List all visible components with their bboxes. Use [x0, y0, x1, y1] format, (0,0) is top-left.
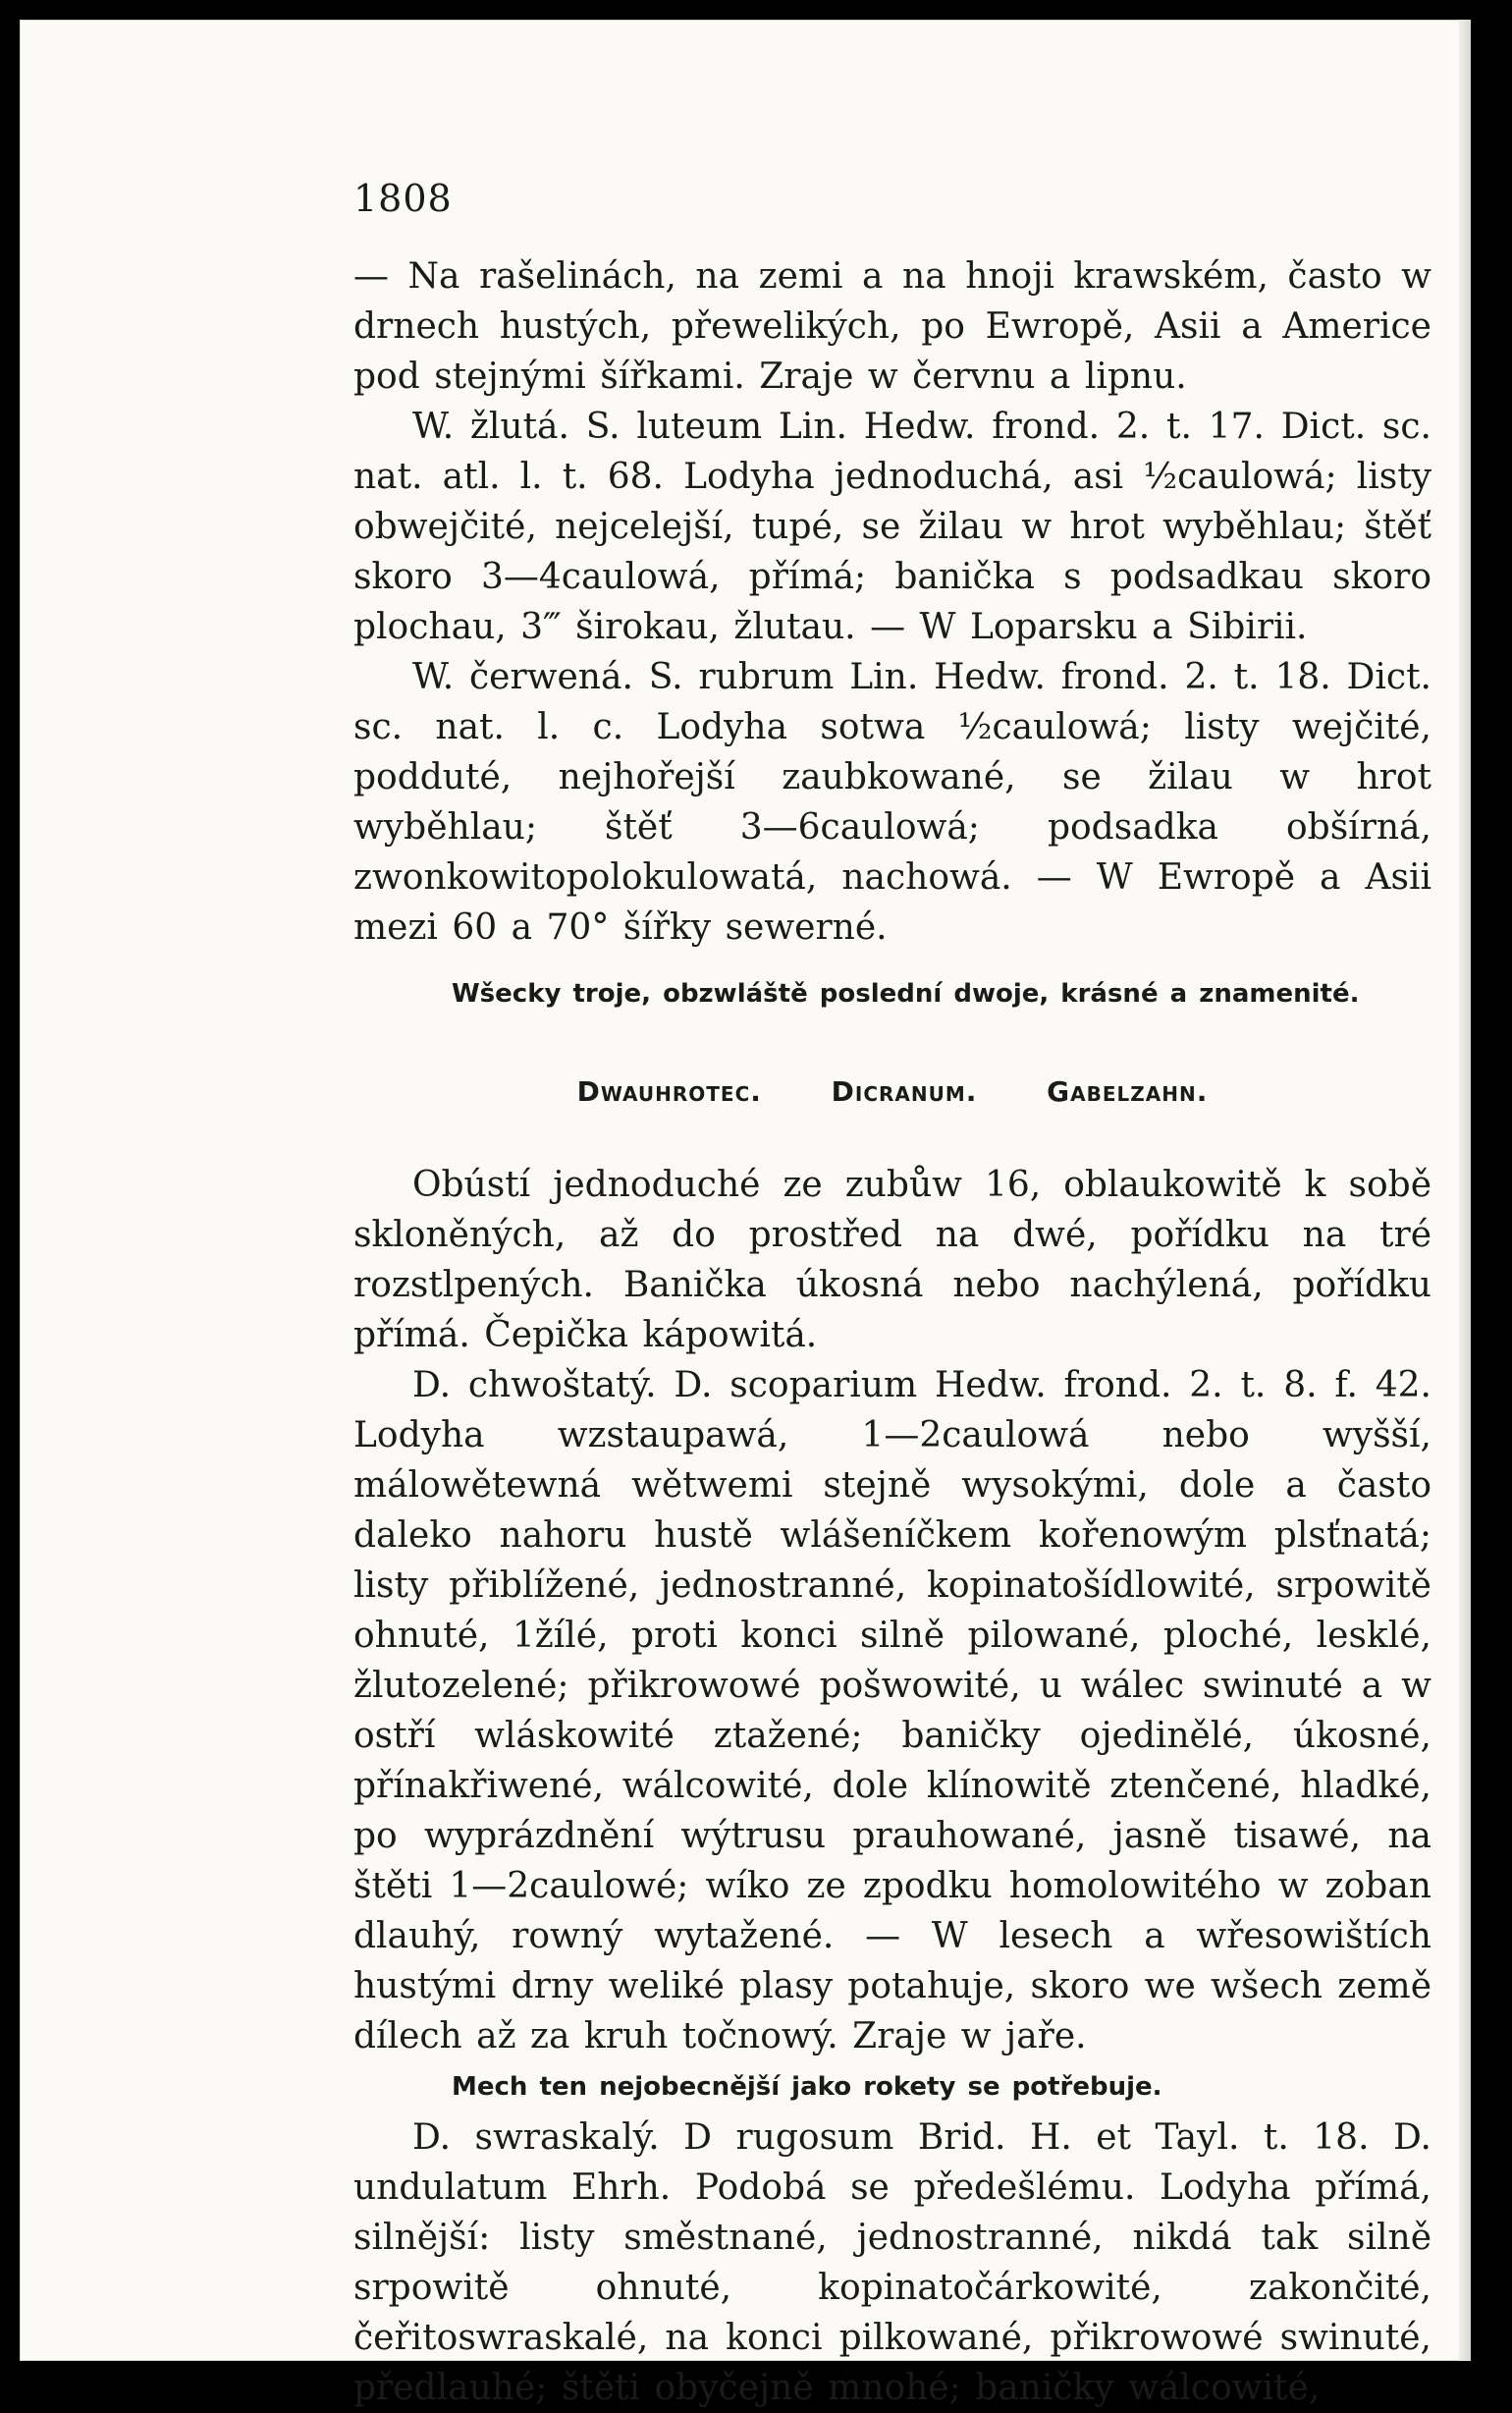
note-usage: Mech ten nejobecnější jako rokety se potřebuje.	[452, 2072, 1162, 2102]
page-number: 1808	[353, 177, 453, 220]
note-remark: Wšecky troje, obzwláště poslední dwoje, krásné a znamenité.	[452, 979, 1360, 1009]
paragraph-habitat: — Na rašelinách, na zemi a na hnoji krawském, často w drnech hustých, přewelikých, po Ewropě, Asii a Americe pod stejnými šířkami. Zraje w červnu a lipnu.	[353, 256, 1431, 397]
paragraph-species-yellow: W. žlutá. S. luteum Lin. Hedw. frond. 2. t. 17. Dict. sc. nat. atl. l. t. 68. Lodyha jednoduchá, asi ½caulowá; listy obwejčité, nejcelejší, tupé, se žilau w hrot wyběhlau; štěť skoro 3—4caulowá, přímá; banička s podsadkau skoro plochau, 3‴ širokau, žlutau. — W Loparsku a Sibirii.	[353, 407, 1431, 647]
genus-heading: Dwauhrotec. Dicranum. Gabelzahn.	[576, 1075, 1209, 1108]
book-page	[20, 20, 1471, 2408]
paragraph-species-rugosum: D. swraskalý. D rugosum Brid. H. et Tayl. t. 18. D. undulatum Ehrh. Podobá se předešlému. Lodyha přímá, silnější: listy směstnané, jednostranné, nikdá tak silně srpowitě ohnuté, kopinatočárkowité, zakončité, čeřitoswraskalé, na konci pilkowané, přikrowowé swinuté, předlauhé; štěti obyčejně mnohé; baničky wálcowité,	[353, 2117, 1431, 2408]
page-fold-shadow	[1459, 20, 1471, 2361]
paragraph-species-red: W. čerwená. S. rubrum Lin. Hedw. frond. 2. t. 18. Dict. sc. nat. l. c. Lodyha sotwa ½caulowá; listy wejčité, podduté, nejhořejší zaubkowané, se žilau w hrot wyběhlau; štěť 3—6caulowá; podsadka obšírná, zwonkowitopolokulowatá, nachowá. — W Ewropě a Asii mezi 60 a 70° šířky sewerné.	[353, 657, 1431, 948]
page-text	[353, 251, 1431, 2413]
paragraph-species-scoparium: D. chwoštatý. D. scoparium Hedw. frond. 2. t. 8. f. 42. Lodyha wzstaupawá, 1—2caulowá nebo wyšší, málowětewná wětwemi stejně wysokými, dole a často daleko nahoru hustě wlášeníčkem kořenowým plsťnatá; listy přiblížené, jednostranné, kopinatošídlowité, srpowitě ohnuté, 1žílé, proti konci silně pilowané, ploché, lesklé, žlutozelené; přikrowowé pošwowité, u wálec swinuté a w ostří wláskowité ztažené; baničky ojedinělé, úkosné, přínakřiwené, wálcowité, dole klínowitě ztenčené, hladké, po wyprázdnění wýtrusu prauhowané, jasně tisawé, na štěti 1—2caulowé; wíko ze zpodku homolowitého w zoban dlauhý, rowný wytažené. — W lesech a wřesowištích hustými drny weliké plasy potahuje, skoro we wšech země dílech až za kruh točnowý. Zraje w jaře.	[353, 1365, 1431, 2057]
paragraph-genus-description: Obústí jednoduché ze zubůw 16, oblaukowitě k sobě skloněných, až do prostřed na dwé, pořídku na tré rozstlpených. Banička úkosná nebo nachýlená, pořídku přímá. Čepička kápowitá.	[353, 1165, 1431, 1355]
